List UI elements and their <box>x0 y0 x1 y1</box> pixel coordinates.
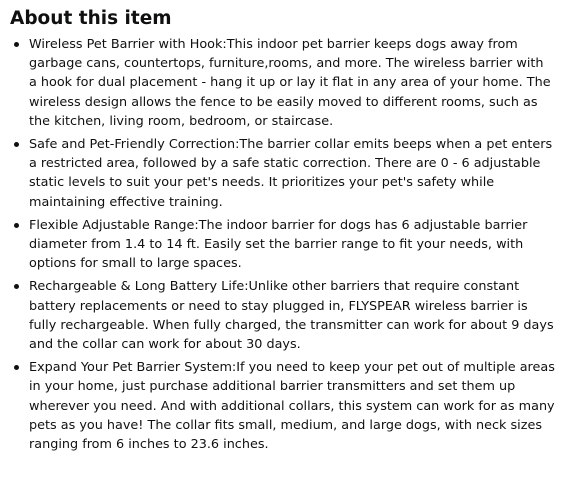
feature-bullet-list <box>10 35 555 454</box>
list-item-text: Expand Your Pet Barrier System:If you need to keep your pet out of multiple areas in your home, just purchase additional barrier transmitters and set them up wherever you need. And with additional collars, this system can work for as many pets as you have! The collar fits small, medium, and large dogs, with neck sizes ranging from 6 inches to 23.6 inches. <box>29 360 555 453</box>
list-item <box>10 358 555 454</box>
bullet-dot-icon <box>14 223 19 228</box>
list-item-text: Wireless Pet Barrier with Hook:This indoor pet barrier keeps dogs away from garbage cans, countertops, furniture,rooms, and more. The wireless barrier with a hook for dual placement - hang it up or lay it flat in any area of your home. The wireless design allows the fence to be easily moved to different rooms, such as the kitchen, living room, bedroom, or staircase. <box>29 37 551 129</box>
list-item <box>10 35 555 131</box>
list-item-text: Flexible Adjustable Range:The indoor barrier for dogs has 6 adjustable barrier diameter from 1.4 to 14 ft. Easily set the barrier range to fit your needs, with options for small to large spaces. <box>29 217 528 272</box>
bullet-dot-icon <box>14 284 19 289</box>
list-item <box>10 277 555 354</box>
list-item <box>10 216 555 274</box>
bullet-dot-icon <box>14 365 19 370</box>
list-item <box>10 135 555 212</box>
list-item-text: Safe and Pet-Friendly Correction:The barrier collar emits beeps when a pet enters a restricted area, followed by a safe static correction. There are 0 - 6 adjustable static levels to suit your pet's needs. It prioritizes your pet's safety while maintaining effective training. <box>29 137 553 210</box>
list-item-text: Rechargeable & Long Battery Life:Unlike other barriers that require constant battery replacements or need to stay plugged in, FLYSPEAR wireless barrier is fully rechargeable. When fully charged, the transmitter can work for about 9 days and the collar can work for about 30 days. <box>29 279 554 353</box>
bullet-dot-icon <box>14 142 19 147</box>
bullet-dot-icon <box>14 42 19 47</box>
section-title: About this item <box>10 8 172 29</box>
